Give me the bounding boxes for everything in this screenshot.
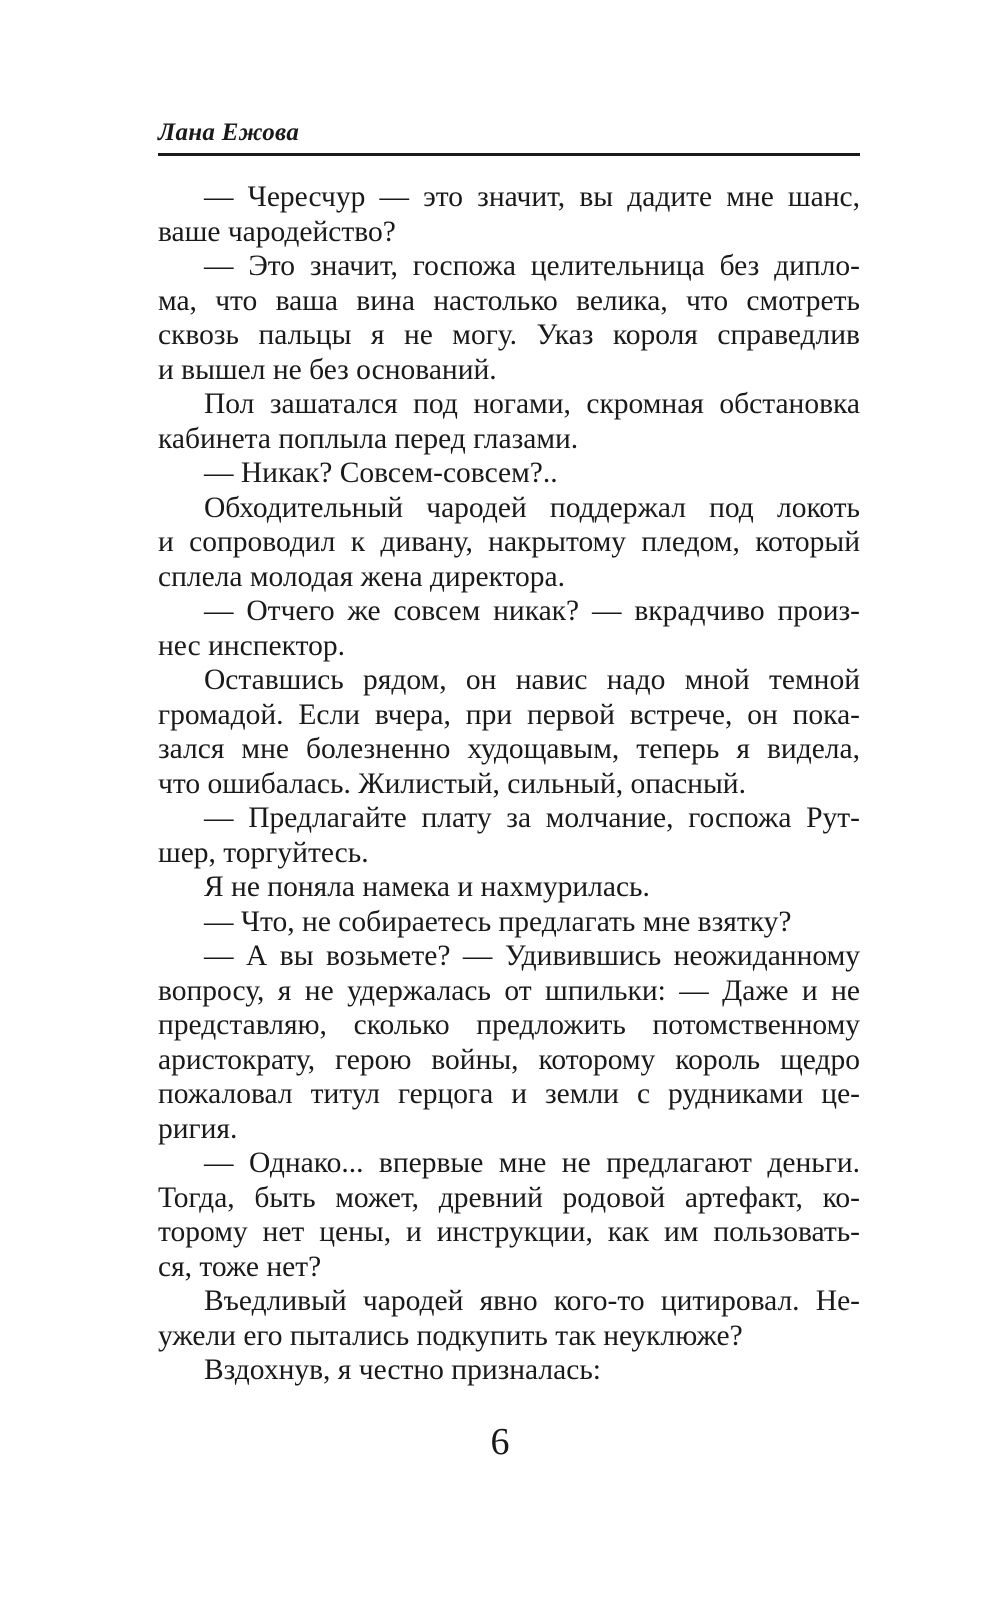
text-line: представляю, сколько предложить потомственному [158, 1009, 860, 1041]
text-line: пожаловал титул герцога и земли с рудниками це- [158, 1078, 860, 1110]
body-text [158, 180, 860, 1388]
text-line: Пол зашатался под ногами, скромная обстановка [204, 388, 860, 420]
text-line: громадой. Если вчера, при первой встрече, он пока- [158, 698, 860, 731]
text-line: — Отчего же совсем никак? — вкрадчиво произ- [204, 595, 860, 627]
text-line: и вышел не без оснований. [158, 353, 497, 386]
text-line: — Однако... впервые мне не предлагают деньги. [204, 1147, 860, 1179]
text-line: и сопроводил к дивану, накрытому пледом, который [158, 526, 860, 558]
text-line: Вздохнув, я честно призналась: [204, 1354, 601, 1386]
text-line: Я не поняла намека и нахмурилась. [204, 871, 650, 903]
text-line: ся, тоже нет? [158, 1250, 322, 1283]
text-line: нес инспектор. [158, 629, 345, 662]
text-line: что ошибалась. Жилистый, сильный, опасный. [158, 767, 746, 800]
text-line: ужели его пытались подкупить так неуклюже? [158, 1319, 743, 1352]
text-line: сквозь пальцы я не могу. Указ короля справедлив [158, 319, 860, 351]
text-line: Обходительный чародей поддержал под локоть [204, 491, 860, 524]
text-line: ма, что ваша вина настолько велика, что смотреть [158, 284, 860, 317]
text-line: сплела молодая жена директора. [158, 560, 565, 593]
text-line: аристократу, герою войны, которому король щедро [158, 1043, 860, 1076]
text-line: кабинета поплыла перед глазами. [158, 422, 579, 455]
author-name: Лана Ежова [158, 119, 300, 146]
text-line: вопросу, я не удержалась от шпильки: — Даже и не [158, 974, 860, 1007]
text-line: шер, торгуйтесь. [158, 836, 369, 869]
text-line: зался мне болезненно худощавым, теперь я видела, [158, 733, 860, 765]
text-line: Тогда, быть может, древний родовой артефакт, ко- [158, 1181, 860, 1214]
text-line: ваше чародейство? [158, 215, 396, 248]
text-line: торому нет цены, и инструкции, как им пользовать- [158, 1216, 860, 1248]
text-line: — Предлагайте плату за молчание, госпожа Рут- [204, 802, 860, 834]
text-line: Оставшись рядом, он навис надо мной темной [204, 664, 860, 696]
running-header [158, 118, 860, 156]
text-line: ригия. [158, 1112, 238, 1145]
text-line: — Чересчур — это значит, вы дадите мне шанс, [204, 181, 860, 213]
text-line: — Это значит, госпожа целительница без дипло- [204, 250, 860, 282]
text-line: — Никак? Совсем-совсем?.. [204, 457, 558, 489]
header-rule [158, 153, 860, 156]
page-number: 6 [490, 1421, 510, 1463]
text-line: Въедливый чародей явно кого-то цитировал. Не- [204, 1285, 860, 1317]
text-line: — Что, не собираетесь предлагать мне взятку? [204, 905, 792, 938]
text-line: — А вы возьмете? — Удивившись неожиданному [204, 940, 860, 972]
